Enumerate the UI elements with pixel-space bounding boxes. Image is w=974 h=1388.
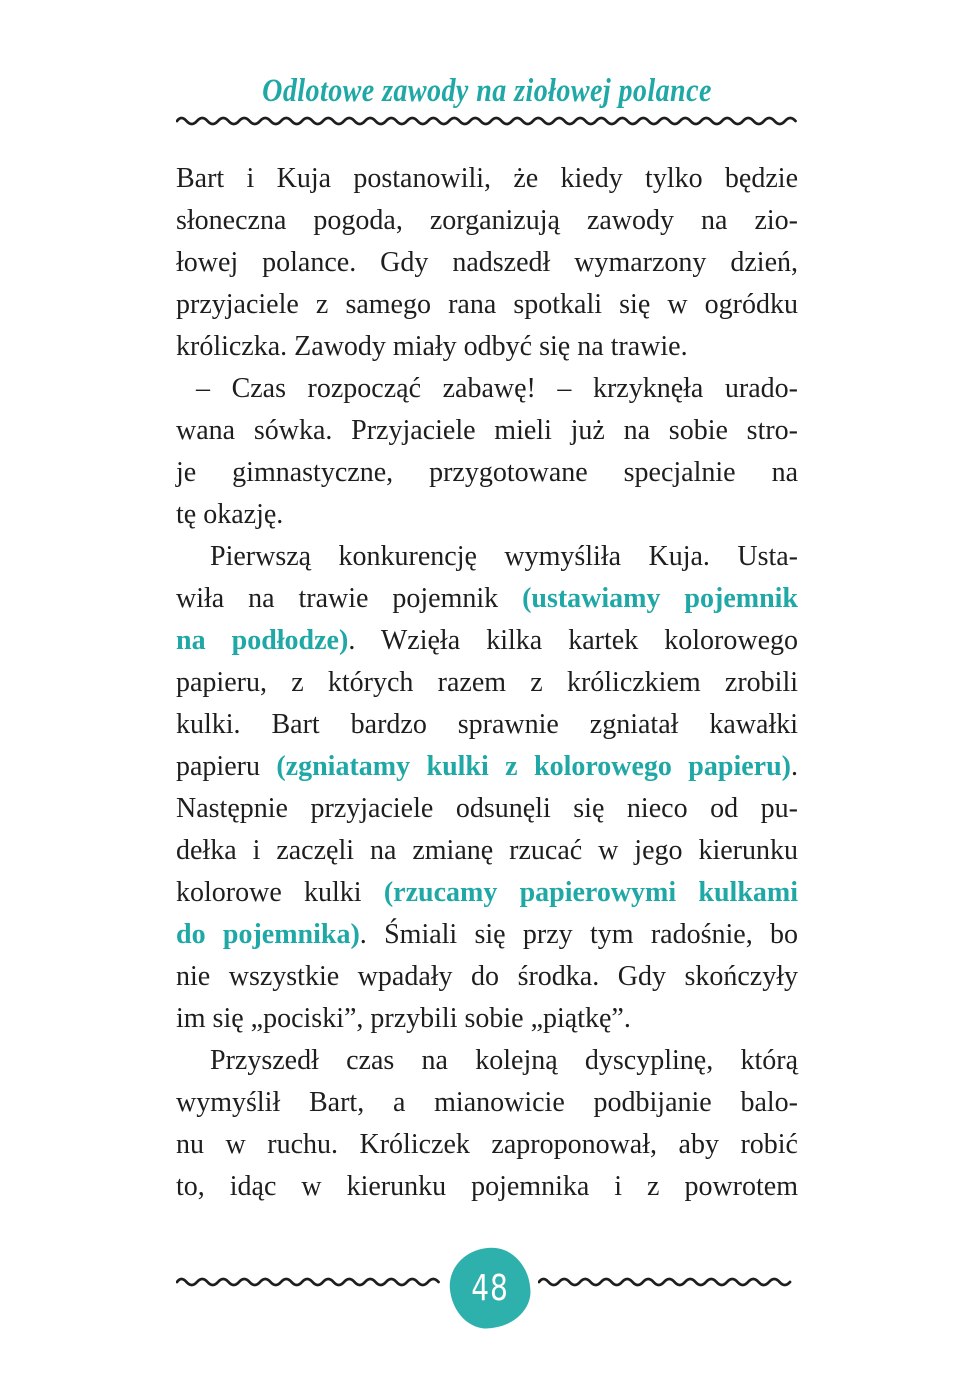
text-segment: . [791,751,798,782]
text-line [176,200,798,242]
page-number-badge [446,1244,534,1332]
text-line [176,872,798,914]
text-segment: Bart i Kuja postanowili, że kiedy tylko będzie [176,163,798,194]
text-segment: wana sówka. Przyjaciele mieli już na sobie stro- [176,415,798,446]
text-segment: wymyślił Bart, a mianowicie podbijanie balo- [176,1087,798,1118]
text-line [176,536,798,578]
text-line [176,620,798,662]
text-line [176,578,798,620]
text-segment-highlight: (zgniatamy kulki z kolorowego papieru) [276,751,791,782]
text-line [176,1082,798,1124]
text-line [176,788,798,830]
text-segment: nie wszystkie wpadały do środka. Gdy skończyły [176,961,798,992]
text-segment: przyjaciele z samego rana spotkali się w ogródku [176,289,798,320]
text-line [176,914,798,956]
text-segment: kulki. Bart bardzo sprawnie zgniatał kawałki [176,709,798,740]
text-segment-highlight: na podłodze) [176,625,349,656]
text-segment: nu w ruchu. Króliczek zaproponował, aby robić [176,1129,798,1160]
text-line [176,326,798,368]
text-line [176,662,798,704]
text-segment: – Czas rozpocząć zabawę! – krzyknęła urado- [196,373,798,404]
text-segment: . Śmiali się przy tym radośnie, bo [359,919,799,950]
text-segment: Przyszedł czas na kolejną dyscyplinę, którą [210,1045,798,1076]
text-line [176,1166,798,1208]
text-line [176,1040,798,1082]
text-segment: . Wzięła kilka kartek kolorowego [348,625,798,656]
text-line [176,242,798,284]
text-segment: króliczka. Zawody miały odbyć się na trawie. [176,331,688,362]
text-segment: Następnie przyjaciele odsunęli się nieco od pu- [176,793,798,824]
paragraph [176,368,798,536]
text-line [176,830,798,872]
text-segment-highlight: (ustawiamy pojemnik [522,583,799,614]
wavy-divider-top [176,113,798,129]
wavy-divider-bottom-left [176,1274,443,1290]
text-segment: papieru, z których razem z króliczkiem zrobili [176,667,798,698]
text-line [176,410,798,452]
text-segment: Pierwszą konkurencję wymyśliła Kuja. Usta- [210,541,798,572]
paragraph [176,536,798,1040]
text-segment-highlight: do pojemnika) [176,919,360,950]
text-line [176,704,798,746]
text-line [176,494,798,536]
text-segment: dełka i zaczęli na zmianę rzucać w jego kierunku [176,835,798,866]
text-line [176,956,798,998]
text-segment: im się „pociski”, przybili sobie „piątkę”. [176,1003,631,1034]
wavy-divider-bottom-right [538,1274,800,1290]
page-number: 48 [471,1267,509,1309]
text-line [176,1124,798,1166]
text-segment: łowej polance. Gdy nadszedł wymarzony dzień, [176,247,798,278]
text-segment: tę okazję. [176,499,284,530]
body-text [176,158,798,1208]
chapter-title: Odlotowe zawody na ziołowej polance [262,73,712,109]
text-segment: papieru [176,751,277,782]
text-line [176,998,798,1040]
text-segment: kolorowe kulki [176,877,384,908]
text-segment-highlight: (rzucamy papierowymi kulkami [383,877,799,908]
text-line [176,158,798,200]
text-segment: wiła na trawie pojemnik [176,583,523,614]
text-segment: to, idąc w kierunku pojemnika i z powrotem [176,1171,798,1202]
text-segment: je gimnastyczne, przygotowane specjalnie na [176,457,798,488]
text-segment: słoneczna pogoda, zorganizują zawody na zio- [176,205,798,236]
text-line [176,284,798,326]
text-line [176,368,798,410]
paragraph [176,1040,798,1208]
paragraph [176,158,798,368]
text-line [176,746,798,788]
text-line [176,452,798,494]
